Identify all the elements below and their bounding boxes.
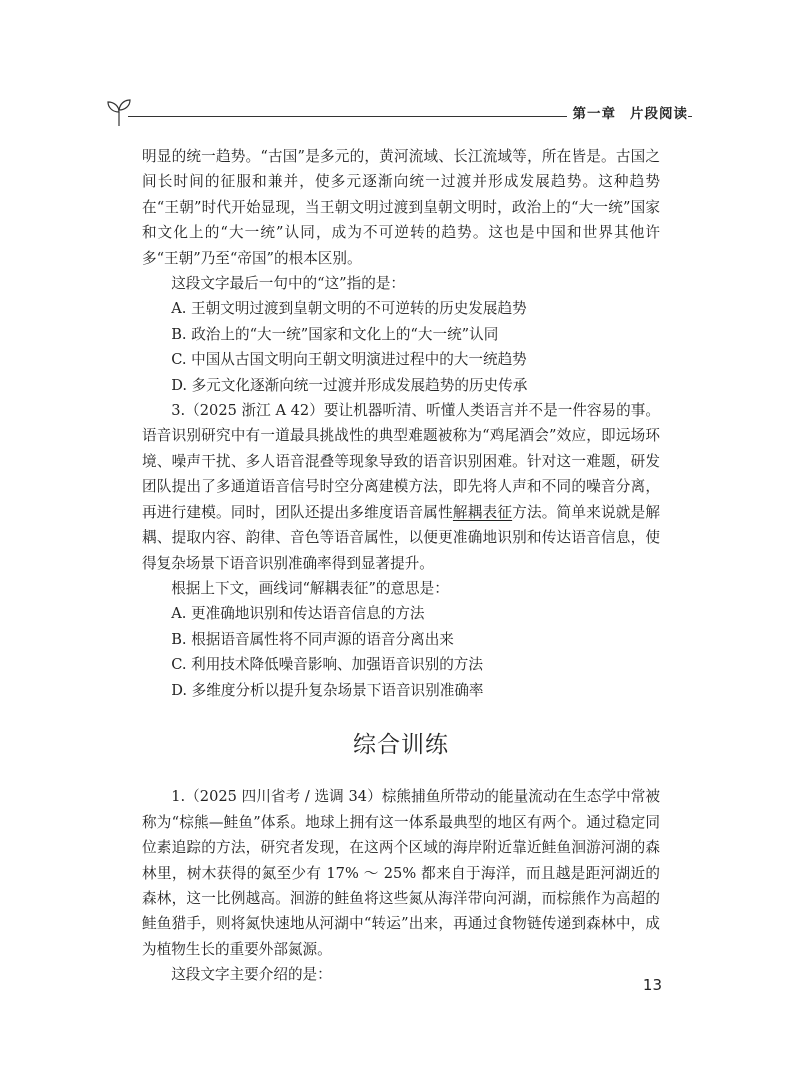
q2-passage-end: 明显的统一趋势。“古国”是多元的，黄河流域、长江流域等，所在皆是。古国之间长时间的征服和兼并，使多元逐渐向统一过渡并形成发展趋势。这种趋势在“王朝”时代开始显现，当王朝文明过渡到皇朝文明时，政治上的“大一统”国家和文化上的“大一统”认同，成为不可逆转的趋势。这也是中国和世界其他许多“王朝”乃至“帝国”的根本区别。: [142, 148, 660, 267]
running-header: [0, 88, 800, 128]
q3-option-a: A. 更准确地识别和传达语音信息的方法: [171, 605, 425, 623]
q3-option-c: C. 利用技术降低噪音影响、加强语音识别的方法: [171, 656, 483, 674]
page-number: 13: [642, 976, 662, 994]
q3-passage: [142, 398, 660, 576]
q3-option-b: B. 根据语音属性将不同声源的语音分离出来: [171, 630, 454, 648]
q3-passage-before: 3.（2025 浙江 A 42）要让机器听清、听懂人类语言并不是一件容易的事。语音识别研究中有一道最具挑战性的典型难题被称为“鸡尾酒会”效应，即远场环境、噪声干扰、多人语音混叠等现象导致的语音识别困难。针对这一难题，研发团队提出了多通道语音信号时空分离建模方法，即先将人声和不同的噪音分离，再进行建模。同时，团队还提出多维度语音属性: [142, 402, 660, 521]
s1-question: 这段文字主要介绍的是：: [171, 966, 332, 984]
q3-option-d: D. 多维度分析以提升复杂场景下语音识别准确率: [171, 681, 484, 699]
chapter-heading: [567, 102, 689, 122]
page-body: [142, 144, 660, 988]
chapter-number: 第一章: [572, 106, 616, 122]
q2-option-c: C. 中国从古国文明向王朝文明演进过程中的大一统趋势: [171, 351, 527, 369]
sprout-icon: [104, 96, 134, 128]
q2-option-d: D. 多元文化逐渐向统一过渡并形成发展趋势的历史传承: [171, 376, 528, 394]
q2-option-b: B. 政治上的“大一统”国家和文化上的“大一统”认同: [171, 325, 499, 343]
q3-underlined-term: 解耦表征: [452, 503, 513, 521]
s1-passage: 1.（2025 四川省考 / 选调 34）棕熊捕鱼所带动的能量流动在生态学中常被称为“棕熊—鲑鱼”体系。地球上拥有这一体系最典型的地区有两个。通过稳定同位素追踪的方法，研究者发现，在这两个区域的海岸附近靠近鲑鱼洄游河湖的森林里，树木获得的氮至少有 17% ～ 25% 都来自于海洋，而且越是距河湖近的森林，这一比例越高。洄游的鲑鱼将这些氮从海洋带向河湖，而棕熊作为高超的鲑鱼猎手，则将氮快速地从河湖中“转运”出来，再通过食物链传递到森林中，成为植物生长的重要外部氮源。: [142, 788, 660, 958]
chapter-title: 片段阅读: [630, 106, 688, 122]
q3-passage-after: 方法。简单来说就是解耦、提取内容、韵律、音色等语音属性，以便更准确地识别和传达语音信息，使得复杂场景下语音识别准确率得到显著提升。: [142, 503, 660, 572]
section-title: 综合训练: [353, 731, 449, 758]
q3-question: 根据上下文，画线词“解耦表征”的意思是：: [171, 579, 449, 597]
q2-question: 这段文字最后一句中的“这”指的是：: [171, 275, 406, 293]
q2-option-a: A. 王朝文明过渡到皇朝文明的不可逆转的历史发展趋势: [171, 300, 527, 318]
